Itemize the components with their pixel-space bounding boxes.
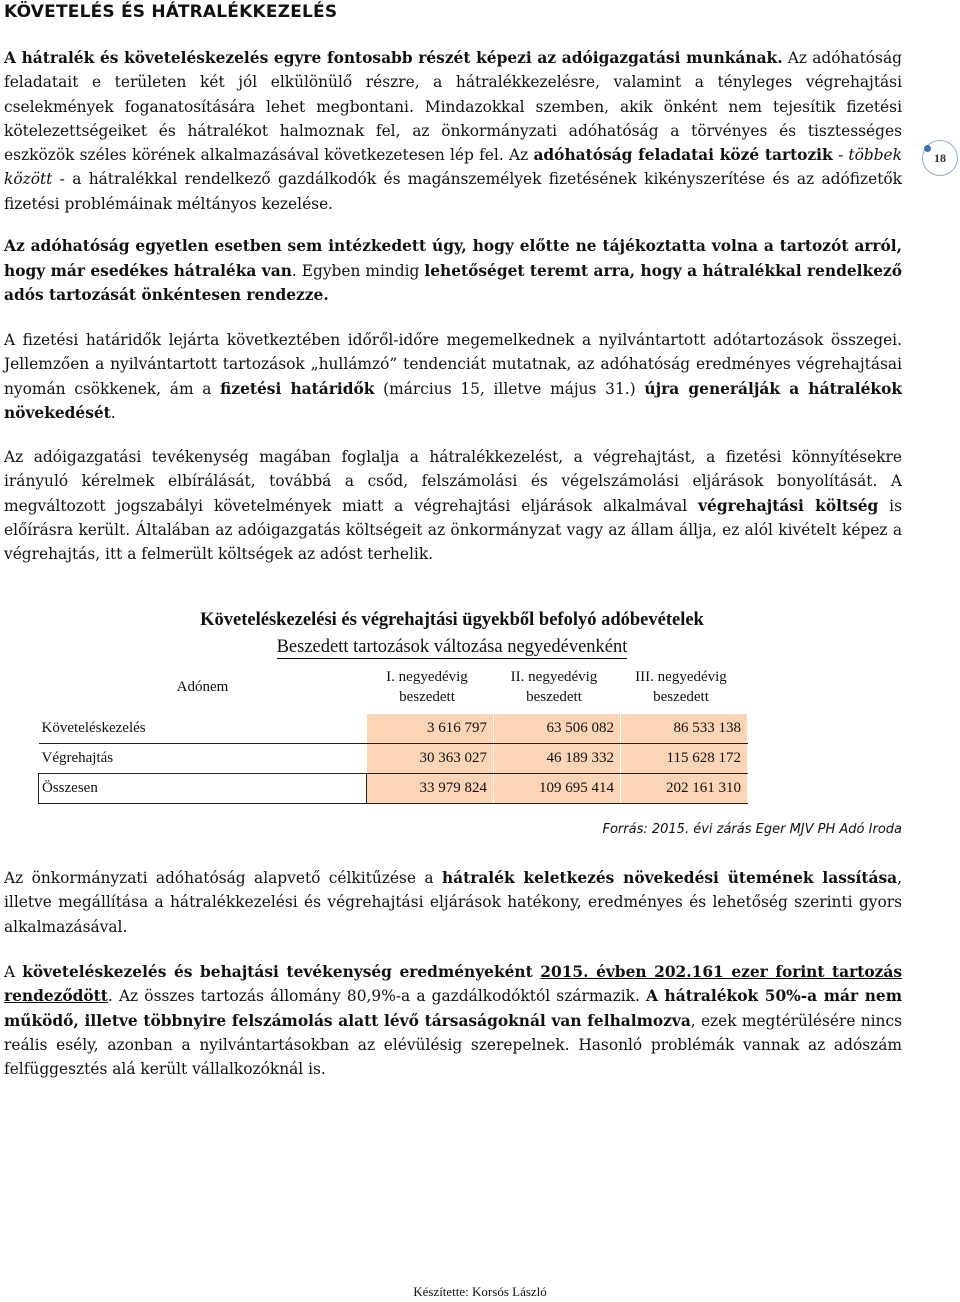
p6-bold-1: követeléskezelés és behajtási tevékenység eredményeként [22, 963, 541, 981]
p1-lead: A hátralék és követeléskezelés egyre fontosabb részét képezi az adóigazgatási munkának. [4, 49, 783, 67]
page-number: 18 [934, 150, 946, 165]
table-cell: 3 616 797 [367, 714, 494, 744]
p3-bold-1: fizetési határidők [220, 379, 375, 398]
table-subtitle [0, 637, 904, 658]
p5-bold: hátralék keletkezés növekedési ütemének lassítása [441, 869, 898, 887]
row-label: Végrehajtás [39, 744, 367, 774]
table-cell: 33 979 824 [367, 774, 494, 804]
table-cell: 115 628 172 [621, 744, 748, 774]
paragraph-4 [4, 445, 902, 566]
table-cell: 46 189 332 [494, 744, 621, 774]
table-cell: 86 533 138 [621, 714, 748, 744]
p1-end: - a hátralékkal rendelkező gazdálkodók és magánszemélyek fizetésének kikényszerítése és az adófizetők fizetési problémáinak méltányos kezelése. [4, 170, 902, 213]
row-label: Összesen [39, 774, 367, 804]
section-heading: KÖVETELÉS ÉS HÁTRALÉKKEZELÉS [4, 2, 338, 22]
p3-dates: (március 15, illetve május 31.) [374, 379, 645, 398]
p4-text: Az adóigazgatási tevékenység magában foglalja a hátralékkezelést, a végrehajtást, a fizetési könnyítésekre irányuló kérelmek elbírálását, továbbá a csőd, felszámolási és végelszámolási eljárások bonyolítását. A megváltozott jogszabályi követelmények miatt a végrehajtási eljárások alkalmával [4, 448, 902, 515]
p1-italic: többek között [4, 146, 902, 189]
p3-text: A fizetési határidők lejárta következtében időről-időre megemelkednek a nyilvántartott adótartozások összegei. Jellemzően a nyilvántartott tartozások „hullámzó” tendenciát mutatnak, az adóhatóság eredményes végrehajtásai nyomán csökkenek, ám a [4, 331, 902, 398]
paragraph-1 [4, 46, 902, 216]
p1-text: Az adóhatóság feladatait e területen két jól elkülönülő részre, a hátralékkezelésre, valamint a tényleges végrehajtási cselekmények foganatosítására lehet megbontani. Mindazokkal szemben, akik önként nem tejesítik fizetési kötelezettségeiket és hátralékot halmoznak fel, az önkormányzati adóhatóság a törvényes és tisztességes eszközök széles körének alkalmazásával következetesen lép fel. Az [4, 49, 902, 165]
table-cell: 109 695 414 [494, 774, 621, 804]
table-source: Forrás: 2015. évi zárás Eger MJV PH Adó Iroda [602, 822, 902, 837]
p6-bold-2: A hátralékok 50%-a már nem működő, illetve többnyire felszámolás alatt lévő társaságoknál van felhalmozva [4, 987, 902, 1030]
paragraph-5 [4, 866, 902, 939]
p4-bold: végrehajtási költség [698, 496, 879, 515]
p1-bold: adóhatóság feladatai közé tartozik [533, 146, 833, 165]
p5-end: , illetve megállítása a hátralékkezelési és végrehajtási eljárások hatékony, eredményes és lehetőség szerinti gyors alkalmazásával. [4, 869, 902, 936]
paragraph-3 [4, 328, 902, 425]
p3-bold-2: újra generálják a hátralékok növekedését [4, 379, 902, 422]
p2-lead: Az adóhatóság egyetlen esetben sem intézkedett úgy, hogy előtte ne tájékoztatta volna a tartozót arról, hogy már esedékes hátraléka van [4, 237, 902, 280]
p6-text: A [4, 963, 23, 981]
table-row-total [39, 774, 748, 804]
paragraph-2 [4, 234, 902, 308]
row-label: Követeléskezelés [39, 714, 367, 744]
table-row [39, 744, 748, 774]
column-header: III. negyedévig beszedett [635, 669, 727, 705]
p2-bold: lehetőséget teremt arra, hogy a hátralékkal rendelkező adós tartozását önkéntesen rendezze. [4, 261, 902, 304]
table-row [39, 714, 748, 744]
page-footer: Készítette: Korsós László [413, 1284, 547, 1299]
table-subtitle-text: Beszedett tartozások változása negyedévenként [276, 637, 628, 657]
table-cell: 30 363 027 [367, 744, 494, 774]
p3-end: . [110, 403, 116, 422]
badge-dot-icon [924, 145, 931, 152]
p1-dash: - [832, 146, 849, 165]
p6-bold-underlined: 2015. évben 202.161 ezer forint tartozás rendeződött [4, 963, 902, 1006]
paragraph-6 [4, 960, 902, 1081]
p5-text: Az önkormányzati adóhatóság alapvető célkitűzése a [4, 869, 442, 887]
p6-end: , ezek megtérülésére nincs reális esély, azonban a nyilvántartásokban az elévülésig szerepelnek. Hasonló problémák vannak az adószám felfüggesztés alá került vállalkozóknál is. [4, 1011, 902, 1079]
column-header: I. negyedévig beszedett [386, 669, 468, 705]
table-cell: 202 161 310 [621, 774, 748, 804]
table-cell: 63 506 082 [494, 714, 621, 744]
p2-text: . Egyben mindig [291, 261, 425, 280]
revenue-table [38, 661, 748, 804]
p4-end: is előírásra került. Általában az adóigazgatás költségeit az önkormányzat vagy az állam állja, ez alól kivételt képez a végrehajtás, itt a felmerült költségek az adóst terhelik. [4, 496, 903, 564]
table-title: Követeléskezelési és végrehajtási ügyekből befolyó adóbevételek [200, 610, 704, 630]
p6-text-2: . Az összes tartozás állomány 80,9%-a a gazdálkodóktól származik. [107, 987, 646, 1006]
column-header: II. negyedévig beszedett [510, 669, 598, 705]
table-header-row [39, 661, 748, 714]
column-header: Adónem [176, 679, 229, 696]
page-number-badge [922, 140, 958, 176]
